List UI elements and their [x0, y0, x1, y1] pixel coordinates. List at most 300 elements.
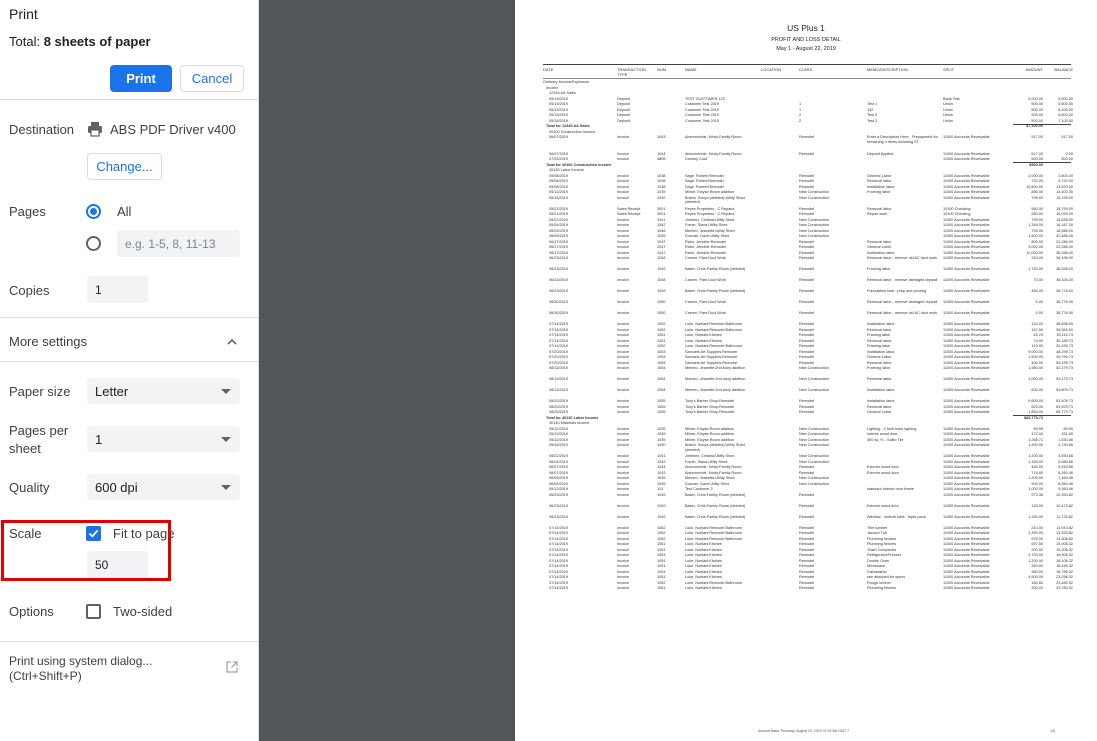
table-cell: Remodel — [799, 399, 815, 403]
destination-label: Destination — [9, 122, 75, 137]
preview-page[interactable] — [515, 0, 1097, 741]
table-cell: Microwave — [867, 564, 886, 568]
table-cell: Invoice — [617, 459, 630, 464]
system-dialog-shortcut: (Ctrl+Shift+P) — [9, 669, 82, 683]
table-cell: 300.00 — [1031, 586, 1043, 590]
table-cell: 05/19/2019 — [549, 107, 569, 112]
table-cell: 48,299.73 — [1056, 349, 1073, 354]
table-cell: 560.00 — [1031, 206, 1043, 211]
table-cell: 1,700.00 — [1028, 553, 1043, 557]
table-cell: 1040 — [657, 443, 666, 447]
table-cell: 13,333.82 — [1056, 531, 1073, 535]
table-row — [515, 267, 1097, 278]
table-cell: Luke, Noelani:Kitchen — [685, 569, 722, 574]
table-cell: Tony's Barber Shop:Remodel — [685, 410, 735, 414]
table-cell: Samuels Art Supplies:Remodel — [685, 360, 738, 365]
table-cell: 21,286.00 — [1056, 239, 1073, 244]
table-cell: Memeo, Jeanette:2nd story addition — [685, 366, 746, 370]
table-cell: 06/23/2019 — [549, 256, 569, 260]
table-cell: Invoice — [617, 217, 630, 222]
table-cell: 08/13/2019 — [549, 366, 569, 370]
table-cell: Samuels Art Supplies:Remodel — [685, 349, 738, 354]
table-cell: 05/19/2019 — [549, 96, 569, 101]
table-cell: 11000 Accounts Receivable — [943, 542, 990, 546]
table-cell: 1048 — [657, 278, 666, 282]
table-cell: Invoice — [617, 245, 630, 249]
table-cell: 07/14/2019 — [549, 569, 569, 574]
table-cell: Remodel — [799, 289, 815, 293]
table-cell: 5,500.00 — [1058, 102, 1073, 106]
table-cell: 1049 — [657, 503, 666, 508]
table-cell: 210.00 — [1031, 525, 1043, 530]
table-cell: Customer Test 2019 — [685, 107, 719, 112]
table-cell: 39,189.73 — [1056, 338, 1073, 343]
table-cell: 06/23/2019 — [549, 503, 569, 508]
table-cell: Removal labor — [867, 179, 892, 183]
table-cell: Remodel — [799, 542, 815, 546]
table-cell: 50,199.73 — [1056, 360, 1073, 365]
table-cell: Installation labor — [867, 388, 895, 392]
table-row — [515, 504, 1097, 515]
table-cell: 14,308.82 — [1056, 536, 1073, 541]
table-cell: New Construction — [799, 481, 829, 486]
table-cell: 3,720.00 — [1058, 179, 1073, 183]
section-heading — [515, 168, 1097, 173]
table-cell: 05/19/2019 — [549, 102, 569, 106]
table-cell: 1,500.00 — [1028, 234, 1043, 238]
table-cell: 132 — [867, 107, 874, 112]
open-external-icon[interactable] — [226, 661, 238, 673]
table-cell: 10100 Checking — [943, 206, 971, 211]
table-cell: Trim lumber — [867, 525, 888, 530]
table-cell: 167.50 — [1031, 327, 1043, 332]
table-cell: 1045 — [657, 234, 666, 238]
total-row — [515, 163, 1097, 168]
table-cell: 1,200.00 — [1028, 443, 1043, 447]
table-cell: 3,930.66 — [1058, 454, 1073, 458]
table-cell: 20,486.00 — [1056, 234, 1073, 238]
table-cell: 1038 — [657, 179, 666, 183]
pages-custom-input[interactable]: e.g. 1-5, 8, 11-13 — [117, 230, 240, 257]
table-cell: 1052 — [657, 580, 666, 585]
table-cell: 18,446.32 — [1056, 564, 1073, 568]
table-cell: Test 3 — [867, 113, 878, 117]
destination-value: ABS PDF Driver v400 — [110, 122, 236, 137]
table-cell: 11000 Accounts Receivable — [943, 173, 990, 178]
table-cell: 460.00 — [1031, 465, 1043, 469]
scale-input[interactable]: 50 — [87, 551, 148, 578]
table-cell: Craven, Pam:Duct Work — [685, 256, 726, 260]
table-cell: Invoice — [617, 404, 630, 409]
table-cell: 1049 — [657, 267, 666, 271]
table-cell: 07/14/2019 — [549, 525, 569, 530]
table-cell: 2,500.00 — [1058, 173, 1073, 178]
table-cell: Rahn, Jennifer:Remodel — [685, 250, 726, 255]
table-cell: Remodel — [799, 492, 815, 497]
table-cell: 1051 — [657, 564, 666, 568]
table-cell: Luke, Noelani:Remodel Bathroom — [685, 580, 742, 585]
table-cell: Invoice — [617, 575, 630, 579]
table-cell: 06/30/2019 — [549, 311, 569, 315]
column-header: AMOUNT — [1025, 67, 1043, 72]
table-cell: 11000 Accounts Receivable — [943, 322, 990, 326]
table-cell: 1,760.00 — [1028, 267, 1043, 271]
table-cell: New Construction — [799, 443, 829, 447]
table-cell: 11000 Accounts Receivable — [943, 470, 990, 475]
table-cell: Removal labor - remove damaged drywall — [867, 278, 938, 282]
table-cell: 1,200.00 — [1028, 558, 1043, 563]
table-cell: 1055 — [657, 404, 666, 409]
table-cell: 11000 Accounts Receivable — [943, 228, 990, 233]
table-cell: Window - vertical slide - triple pane — [867, 514, 926, 519]
table-cell: Remodel — [799, 267, 815, 271]
total-label: Total for 40100 Construction Income — [546, 162, 612, 167]
table-cell: 3001 — [657, 212, 666, 216]
table-cell: Invoice — [617, 487, 630, 491]
table-cell: Invoice — [617, 531, 630, 535]
table-cell: Bristol, Sonya (deleted):Utility Shed (deleted) — [685, 195, 745, 205]
total-prefix: Total: — [9, 34, 44, 49]
table-cell: New Construction — [799, 476, 829, 480]
table-cell: Invoice — [617, 443, 630, 447]
table-cell: 06/07/2019 — [549, 470, 569, 475]
table-cell: Bank Test — [943, 96, 960, 101]
table-cell: 1,260.00 — [1028, 514, 1043, 519]
table-cell: Milner, Eloyse:Room addition — [685, 426, 735, 431]
table-cell: 1038 — [657, 184, 666, 189]
table-cell: 07/25/2019 — [549, 157, 569, 161]
printer-icon — [87, 121, 103, 137]
table-cell: Deposit — [617, 118, 630, 123]
table-cell: Test 2 — [867, 118, 878, 123]
table-cell: Remodel — [799, 135, 815, 139]
total-amount: $7,100.00 — [1026, 124, 1043, 128]
table-cell: 11000 Accounts Receivable — [943, 234, 990, 238]
table-cell: Rough lumber — [867, 580, 891, 585]
table-cell: 1040 — [657, 195, 666, 200]
table-cell: Fomin, Slava:Utility Shed — [685, 459, 728, 464]
table-cell: New Construction — [799, 437, 829, 442]
total-label: Total for 40130 Labor Income — [546, 415, 599, 420]
table-cell: 11000 Accounts Receivable — [943, 377, 990, 381]
table-cell: 15,006.32 — [1056, 542, 1073, 546]
table-cell: Remodel — [799, 245, 815, 249]
page-number: 1/8 — [1050, 729, 1055, 733]
table-cell: 1054 — [657, 366, 666, 370]
table-cell: Removal labor — [867, 377, 892, 381]
table-cell: Invoice — [617, 388, 630, 392]
table-cell: Customer Test 2019 — [685, 118, 719, 123]
table-cell: 89.95 — [1033, 426, 1043, 431]
table-cell: 10,473.82 — [1056, 503, 1073, 508]
section-heading — [515, 421, 1097, 426]
table-cell: 11000 Accounts Receivable — [943, 531, 990, 535]
table-cell: 520.00 — [1031, 404, 1043, 409]
table-cell: 2 — [799, 118, 802, 123]
table-cell: 14,400.00 — [1056, 190, 1073, 194]
table-cell: Rahn, Jennifer:Remodel — [685, 245, 726, 249]
table-cell: Baker, Chris:Family Room (deleted) — [685, 492, 746, 497]
table-cell: 9,000.00 — [1028, 349, 1043, 354]
table-cell: Invoice — [617, 234, 630, 238]
table-cell: 05/12/2019 — [549, 426, 569, 431]
table-cell: Milner, Eloyse:Room addition — [685, 190, 735, 194]
table-cell: Invoice — [617, 553, 630, 557]
table-cell: 12,000.00 — [1026, 250, 1043, 255]
table-cell: Framing labor — [867, 366, 891, 370]
total-amount: $500.00 — [1029, 162, 1043, 167]
table-cell: 07/14/2019 — [549, 553, 569, 557]
print-button[interactable]: Print — [110, 65, 172, 92]
table-cell: 2 — [799, 113, 802, 117]
table-cell: 53,809.73 — [1056, 388, 1073, 392]
table-cell: New Construction — [799, 459, 829, 464]
divider — [0, 99, 259, 100]
table-cell: Trash Compactor — [867, 547, 897, 552]
table-cell: Invoice — [617, 410, 630, 414]
system-dialog-text: Print using system dialog... — [9, 654, 153, 668]
table-cell: 500.00 — [1031, 157, 1043, 161]
table-cell: 07/20/2019 — [549, 360, 569, 365]
dialog-title: Print — [9, 6, 38, 22]
more-settings-toggle[interactable]: More settings — [9, 334, 88, 349]
table-cell: 1049 — [657, 514, 666, 519]
table-cell: 11000 Accounts Receivable — [943, 135, 990, 139]
table-cell: 07/14/2019 — [549, 333, 569, 337]
table-cell: 799.00 — [1031, 217, 1043, 222]
section-label: 40130 Labor Income — [549, 168, 584, 172]
table-cell: 06/17/2019 — [549, 250, 569, 255]
table-cell: 172.00 — [1031, 432, 1043, 436]
table-cell: 63,929.73 — [1056, 404, 1073, 409]
table-cell: Luke, Noelani:Remodel Bathroom — [685, 344, 742, 348]
copies-input[interactable]: 1 — [87, 276, 148, 303]
table-cell: New Construction — [799, 377, 829, 381]
table-cell: 1043 — [657, 135, 666, 139]
table-cell: Invoice — [617, 476, 630, 480]
table-cell: 11000 Accounts Receivable — [943, 349, 990, 354]
table-cell: Remodel — [799, 250, 815, 255]
table-cell: Baker, Chris:Family Room (deleted) — [685, 514, 746, 519]
table-cell: Baker, Chris:Family Room (deleted) — [685, 289, 746, 293]
table-cell: Remodel — [799, 184, 815, 189]
quality-select[interactable] — [87, 474, 240, 500]
table-cell: 11000 Accounts Receivable — [943, 366, 990, 370]
table-cell: 1042 — [657, 459, 666, 464]
table-cell: Remodel — [799, 300, 815, 304]
table-cell: 5,540.66 — [1058, 465, 1073, 469]
change-destination-button[interactable]: Change... — [87, 153, 162, 180]
table-cell: 11000 Accounts Receivable — [943, 536, 990, 541]
table-cell: Invoice — [617, 569, 630, 574]
section-heading — [515, 80, 1097, 85]
table-cell: Removal labor — [867, 206, 892, 211]
print-settings-panel — [0, 0, 259, 741]
table-cell: 15,199.00 — [1056, 195, 1073, 200]
table-cell: 975.00 — [1031, 536, 1043, 541]
table-cell: 11000 Accounts Receivable — [943, 289, 990, 293]
table-cell: 300 sq. ft. - Saltio Tile — [867, 437, 904, 442]
table-cell: 1,150.00 — [1028, 459, 1043, 464]
pages-custom-radio[interactable] — [86, 236, 101, 251]
table-cell: Framing labor — [867, 267, 891, 271]
section-heading — [515, 91, 1097, 96]
table-cell: 16,906.32 — [1056, 553, 1073, 557]
table-cell: Invoice — [617, 366, 630, 370]
table-cell: Invoice — [617, 514, 630, 519]
table-cell: 63,409.73 — [1056, 399, 1073, 403]
table-cell: 973.36 — [1031, 492, 1043, 497]
table-cell: 11000 Accounts Receivable — [943, 388, 990, 392]
table-cell: 11000 Accounts Receivable — [943, 217, 990, 222]
table-cell: Remodel — [799, 558, 815, 563]
table-cell: 07/14/2019 — [549, 542, 569, 546]
two-sided-checkbox[interactable] — [86, 604, 101, 619]
table-cell: 720.00 — [1031, 179, 1043, 183]
table-cell: 880.00 — [1031, 190, 1043, 194]
table-cell: 07/14/2019 — [549, 531, 569, 535]
table-cell: 11000 Accounts Receivable — [943, 157, 990, 161]
table-cell: 1055 — [657, 410, 666, 414]
table-cell: Deposit — [617, 113, 630, 117]
quality-label: Quality — [9, 480, 50, 495]
table-cell: 07/14/2019 — [549, 558, 569, 563]
pages-all-label: All — [117, 204, 132, 219]
table-cell: Customer Test 2019 — [685, 113, 719, 117]
table-cell: Invoice — [617, 278, 630, 282]
table-cell: 11000 Accounts Receivable — [943, 245, 990, 249]
table-cell: Memeo, Jeanette:Utility Shed — [685, 476, 735, 480]
total-row — [515, 416, 1097, 421]
table-cell: 1052 — [657, 322, 666, 326]
table-cell: see attached for specs — [867, 575, 906, 579]
table-cell: 11000 Accounts Receivable — [943, 338, 990, 343]
table-row — [515, 135, 1097, 152]
chevron-up-icon[interactable] — [227, 337, 237, 347]
table-cell: Invoice — [617, 542, 630, 546]
table-cell: 05/21/2019 — [549, 206, 569, 211]
table-cell: Remodel — [799, 327, 815, 332]
divider — [0, 317, 259, 318]
table-cell: 06/23/2019 — [549, 514, 569, 519]
table-cell: 07/14/2019 — [549, 536, 569, 541]
table-cell: -517.00 — [1030, 151, 1043, 156]
table-cell: Remodel — [799, 465, 815, 469]
total-row — [515, 124, 1097, 129]
paper-size-select[interactable] — [87, 378, 240, 404]
table-cell: Remodel — [799, 338, 815, 343]
table-cell: Invoice — [617, 173, 630, 178]
table-cell: 4,500.00 — [1028, 575, 1043, 579]
table-cell: 799.00 — [1031, 195, 1043, 200]
table-row — [515, 366, 1097, 377]
table-cell: Installation labor — [867, 399, 895, 403]
table-cell: Jimenez, Cristina:Utility Shed — [685, 454, 735, 458]
table-cell: 110.00 — [1031, 344, 1043, 348]
pages-per-sheet-value: 1 — [95, 431, 103, 447]
table-cell: Memeo, Jeanette:2nd story addition — [685, 388, 746, 392]
column-header: MEMO/DESCRIPTION — [867, 67, 908, 72]
table-cell: Remodel — [799, 547, 815, 552]
table-cell: 49,799.73 — [1056, 355, 1073, 359]
table-cell: Craven, Pam:Duct Work — [685, 311, 726, 315]
table-cell: Dummy Cust — [685, 157, 707, 161]
table-cell: 184.60 — [1031, 580, 1043, 585]
table-cell: 11000 Accounts Receivable — [943, 239, 990, 244]
table-cell: 15,759.00 — [1056, 206, 1073, 211]
table-cell: 11000 Accounts Receivable — [943, 443, 990, 447]
table-cell: Test Customer 2 — [685, 487, 713, 491]
table-cell: Invoice — [617, 586, 630, 590]
table-cell: Remodel — [799, 569, 815, 574]
table-cell: Luke, Noelani:Kitchen — [685, 564, 722, 568]
table-cell: New Construction — [799, 366, 829, 370]
pages-per-sheet-select[interactable] — [87, 426, 240, 452]
table-cell: Invoice — [617, 503, 630, 508]
table-cell: Removal labor - remove damaged drywall — [867, 300, 938, 304]
table-cell: Invoice — [617, 184, 630, 189]
pages-all-radio[interactable] — [86, 204, 101, 219]
table-cell: 1049 — [657, 492, 666, 497]
table-row — [515, 311, 1097, 322]
table-cell: Plumbing fixtures — [867, 542, 897, 546]
table-cell: 11000 Accounts Receivable — [943, 564, 990, 568]
table-cell: Jimenez, Cristina:Utility Shed — [685, 217, 735, 222]
table-cell: 06/30/2019 — [549, 300, 569, 304]
table-cell: 11000 Accounts Receivable — [943, 399, 990, 403]
table-cell: 1,200.00 — [1028, 476, 1043, 480]
table-cell: 18,796.32 — [1056, 569, 1073, 574]
table-cell: 900.00 — [1031, 481, 1043, 486]
table-cell: 11000 Accounts Receivable — [943, 465, 990, 469]
header-top-rule — [543, 64, 1071, 65]
table-cell: Sales Receipt — [617, 212, 641, 216]
table-cell: 500.00 — [1031, 118, 1043, 123]
table-cell: New Construction — [799, 217, 829, 222]
table-cell: 1039 — [657, 437, 666, 442]
table-cell: 11000 Accounts Receivable — [943, 487, 990, 491]
table-cell: 350.00 — [1031, 569, 1043, 574]
table-cell: 18,106.32 — [1056, 558, 1073, 563]
table-cell: 200.00 — [1031, 547, 1043, 552]
table-cell: Invoice — [617, 564, 630, 568]
table-cell: Invoice — [617, 432, 630, 436]
table-cell: 1052 — [657, 531, 666, 535]
system-dialog-link[interactable] — [9, 654, 152, 684]
table-cell: 23,480.92 — [1056, 580, 1073, 585]
table-row — [515, 256, 1097, 267]
table-cell: Remodel — [799, 580, 815, 585]
table-cell: Duncan, Dave:Utility Shed — [685, 234, 730, 238]
table-cell: 11000 Accounts Receivable — [943, 184, 990, 189]
table-cell: 24,286.00 — [1056, 245, 1073, 249]
cancel-button[interactable]: Cancel — [180, 65, 244, 92]
column-header: NUM — [657, 67, 667, 72]
column-header: CLASS — [799, 67, 813, 72]
table-cell: Dishwasher — [867, 569, 887, 574]
table-cell: 7,100.00 — [1058, 118, 1073, 123]
table-cell: 5,080.66 — [1058, 459, 1073, 464]
table-cell: 11000 Accounts Receivable — [943, 476, 990, 480]
two-sided-label: Two-sided — [113, 604, 173, 619]
table-cell: Invoice — [617, 228, 630, 233]
total-label: Total for 12345 AA Sales — [546, 124, 590, 128]
table-cell: 11000 Accounts Receivable — [943, 503, 990, 508]
table-cell: Fomin, Slava:Utility Shed — [685, 223, 728, 227]
report-title: PROFIT AND LOSS DETAIL — [771, 37, 841, 43]
table-cell: Jacuzzi Tub — [867, 531, 888, 535]
total-amount: $65,779.73 — [1023, 415, 1043, 420]
